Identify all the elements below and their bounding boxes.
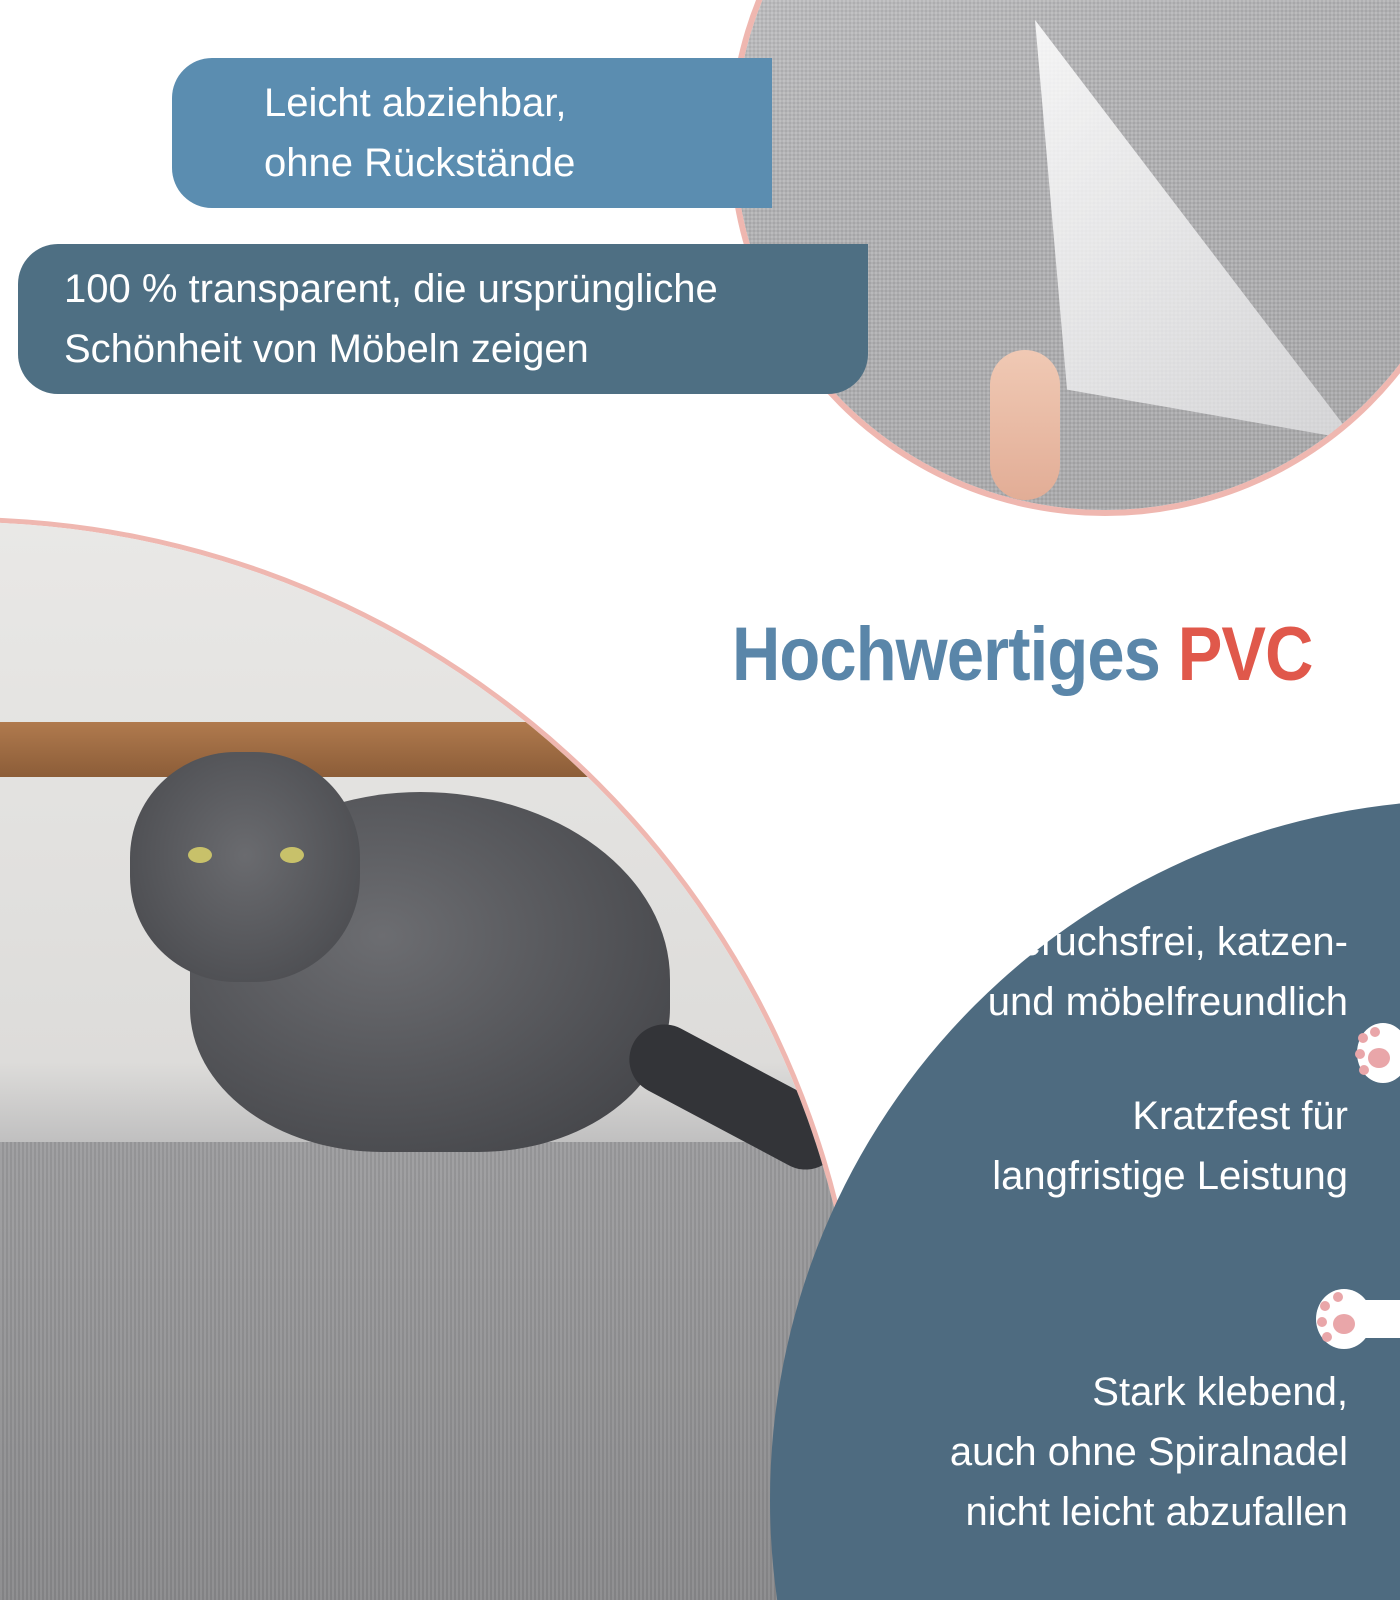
cat-eye-left xyxy=(188,847,212,863)
feature-odorless-line-1: Geruchsfrei, katzen- xyxy=(987,920,1348,964)
banner-peelable-line-2: ohne Rückstände xyxy=(264,141,576,185)
banner-transparent-line-2: Schönheit von Möbeln zeigen xyxy=(64,327,589,371)
banner-peelable xyxy=(172,58,772,208)
feature-scratchproof-line-1: Kratzfest für xyxy=(1132,1094,1348,1138)
feature-scratchproof-line-2: langfristige Leistung xyxy=(992,1154,1348,1198)
title-accent: PVC xyxy=(1177,612,1313,697)
feature-adhesive xyxy=(950,1362,1348,1542)
cat-head xyxy=(130,752,360,982)
page-title xyxy=(732,610,1313,700)
banner-peelable-line-1: Leicht abziehbar, xyxy=(264,81,567,125)
banner-transparent-line-1: 100 % transparent, die ursprüngliche xyxy=(64,267,718,311)
feature-adhesive-line-3: nicht leicht abzufallen xyxy=(965,1490,1348,1534)
feature-odorless-line-2: und möbelfreundlich xyxy=(987,980,1348,1024)
title-main: Hochwertiges xyxy=(732,612,1160,697)
cat-eye-right xyxy=(280,847,304,863)
feature-adhesive-line-1: Stark klebend, xyxy=(1092,1370,1348,1414)
peeling-film xyxy=(1035,20,1355,440)
feature-adhesive-line-2: auch ohne Spiralnadel xyxy=(949,1430,1348,1474)
hand-finger xyxy=(990,350,1060,500)
paw-icon xyxy=(1310,1284,1400,1354)
wooden-shelf xyxy=(0,722,760,777)
feature-scratchproof xyxy=(992,1086,1348,1206)
sofa-armrest xyxy=(0,1142,860,1600)
banner-transparent xyxy=(18,244,868,394)
cat-on-sofa-photo xyxy=(0,522,860,1600)
paw-icon xyxy=(1345,1018,1400,1088)
feature-odorless xyxy=(988,912,1348,1032)
